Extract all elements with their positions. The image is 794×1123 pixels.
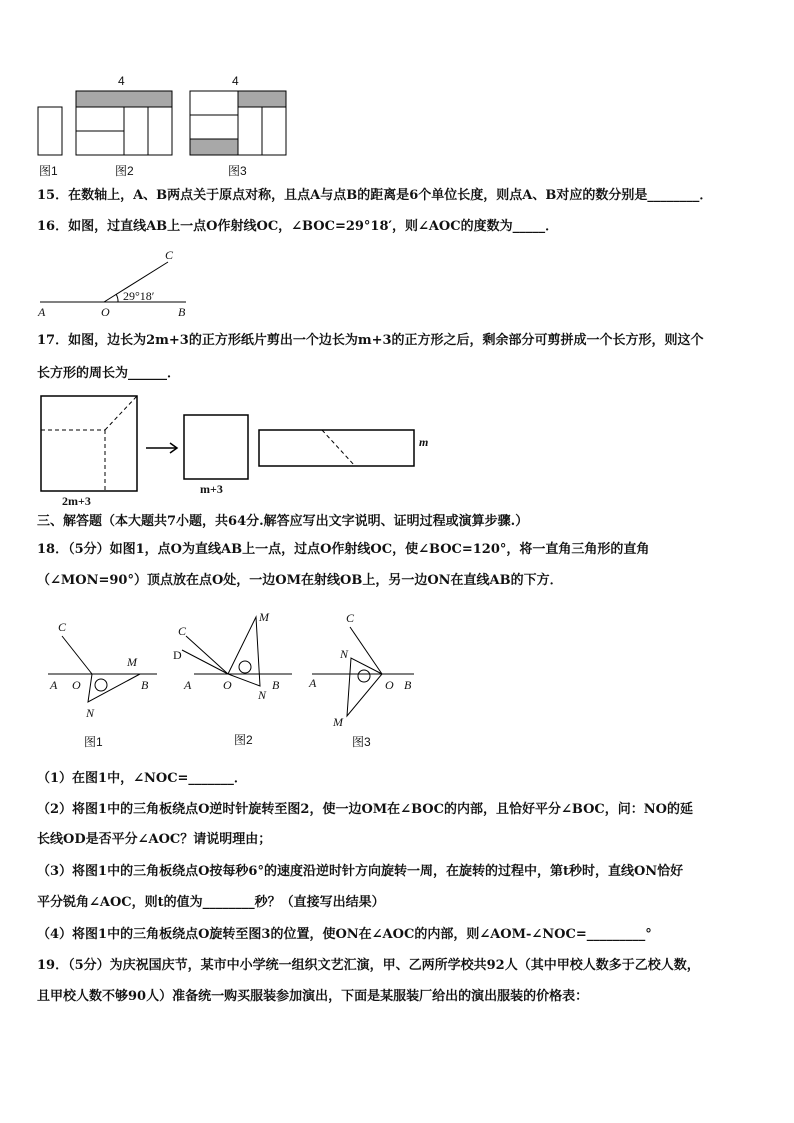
question-17-line-2: 长方形的周长为______． <box>37 366 181 381</box>
fig18-2-label-N: N <box>258 688 267 702</box>
fig18-2-label-O: O <box>223 678 232 692</box>
fig18-3-label-M: M <box>333 715 343 729</box>
fig18-1-label-C: C <box>58 620 67 634</box>
fig16-label-B: B <box>178 305 186 319</box>
fig16-label-A: A <box>38 305 46 319</box>
fig17-label-big-square: 2m+3 <box>62 494 91 508</box>
fig18-caption-3: 图3 <box>352 735 371 749</box>
fig14-caption-1: 图1 <box>39 164 58 178</box>
question-18-line-1: 18．（5分）如图1，点O为直线AB上一点，过点O作射线OC，使∠BOC=120°，将一直角三角形的直角 <box>37 542 650 557</box>
fig14-caption-2: 图2 <box>115 164 134 178</box>
fig18-3-label-B: B <box>404 678 412 692</box>
fig18-1-label-B: B <box>141 678 149 692</box>
question-15: 15．在数轴上，A、B两点关于原点对称，且点A与点B的距离是6个单位长度，则点A、B对应的数分别是________． <box>37 188 713 203</box>
section-3-heading: 三、解答题（本大题共7小题，共64分.解答应写出文字说明、证明过程或演算步骤.） <box>37 514 529 529</box>
fig18-3-label-C: C <box>346 611 355 625</box>
fig16-angle-label: 29°18′ <box>123 289 155 303</box>
fig18-2-label-M: M <box>259 610 269 624</box>
question-19-line-1: 19．（5分）为庆祝国庆节，某市中小学统一组织文艺汇演，甲、乙两所学校共92人（其中甲校人数多于乙校人数， <box>37 958 700 973</box>
fig18-2-label-C: C <box>178 624 187 638</box>
fig18-1-label-M: M <box>127 655 137 669</box>
fig18-2-label-A: A <box>184 678 192 692</box>
question-18-part-2-line-1: （2）将图1中的三角板绕点O逆时针旋转至图2，使一边OM在∠BOC的内部，且恰好平分∠BOC，问：NO的延 <box>37 802 693 817</box>
fig18-3-label-A: A <box>309 676 317 690</box>
question-18-part-2-line-2: 长线OD是否平分∠AOC？请说明理由； <box>37 832 272 847</box>
question-19-line-2: 且甲校人数不够90人）准备统一购买服装参加演出，下面是某服装厂给出的演出服装的价格表： <box>37 989 589 1004</box>
fig14-width-label-3: 4 <box>232 74 239 88</box>
question-18-part-4: （4）将图1中的三角板绕点O旋转至图3的位置，使ON在∠AOC的内部，则∠AOM-∠NOC=_________° <box>37 927 652 942</box>
fig18-2-label-D: D <box>173 648 182 662</box>
fig18-3-label-O: O <box>385 678 394 692</box>
fig18-caption-1: 图1 <box>84 735 103 749</box>
question-17-line-1: 17．如图，边长为2m+3的正方形纸片剪出一个边长为m+3的正方形之后，剩余部分可剪拼成一个长方形，则这个 <box>37 333 704 348</box>
fig14-caption-3: 图3 <box>228 164 247 178</box>
fig16-label-O: O <box>101 305 110 319</box>
fig18-caption-2: 图2 <box>234 733 253 747</box>
fig17-label-small-square: m+3 <box>200 482 223 496</box>
fig17-label-rectangle: m <box>419 435 429 449</box>
fig18-1-label-N: N <box>86 706 95 720</box>
question-18-part-3-line-1: （3）将图1中的三角板绕点O按每秒6°的速度沿逆时针方向旋转一周，在旋转的过程中，第t秒时，直线ON恰好 <box>37 864 684 879</box>
fig18-2-label-B: B <box>272 678 280 692</box>
question-18-part-3-line-2: 平分锐角∠AOC，则t的值为________秒？（直接写出结果） <box>37 895 385 910</box>
fig18-3-label-N: N <box>340 647 349 661</box>
question-16: 16．如图，过直线AB上一点O作射线OC，∠BOC=29°18′，则∠AOC的度数为_____． <box>37 219 559 234</box>
question-18-part-1: （1）在图1中，∠NOC=_______． <box>37 771 247 786</box>
fig18-1-label-O: O <box>72 678 81 692</box>
fig18-1-label-A: A <box>50 678 58 692</box>
fig14-width-label-2: 4 <box>118 74 125 88</box>
fig16-label-C: C <box>165 248 174 262</box>
question-18-line-2: （∠MON=90°）顶点放在点O处，一边OM在射线OB上，另一边ON在直线AB的下方． <box>37 573 563 588</box>
